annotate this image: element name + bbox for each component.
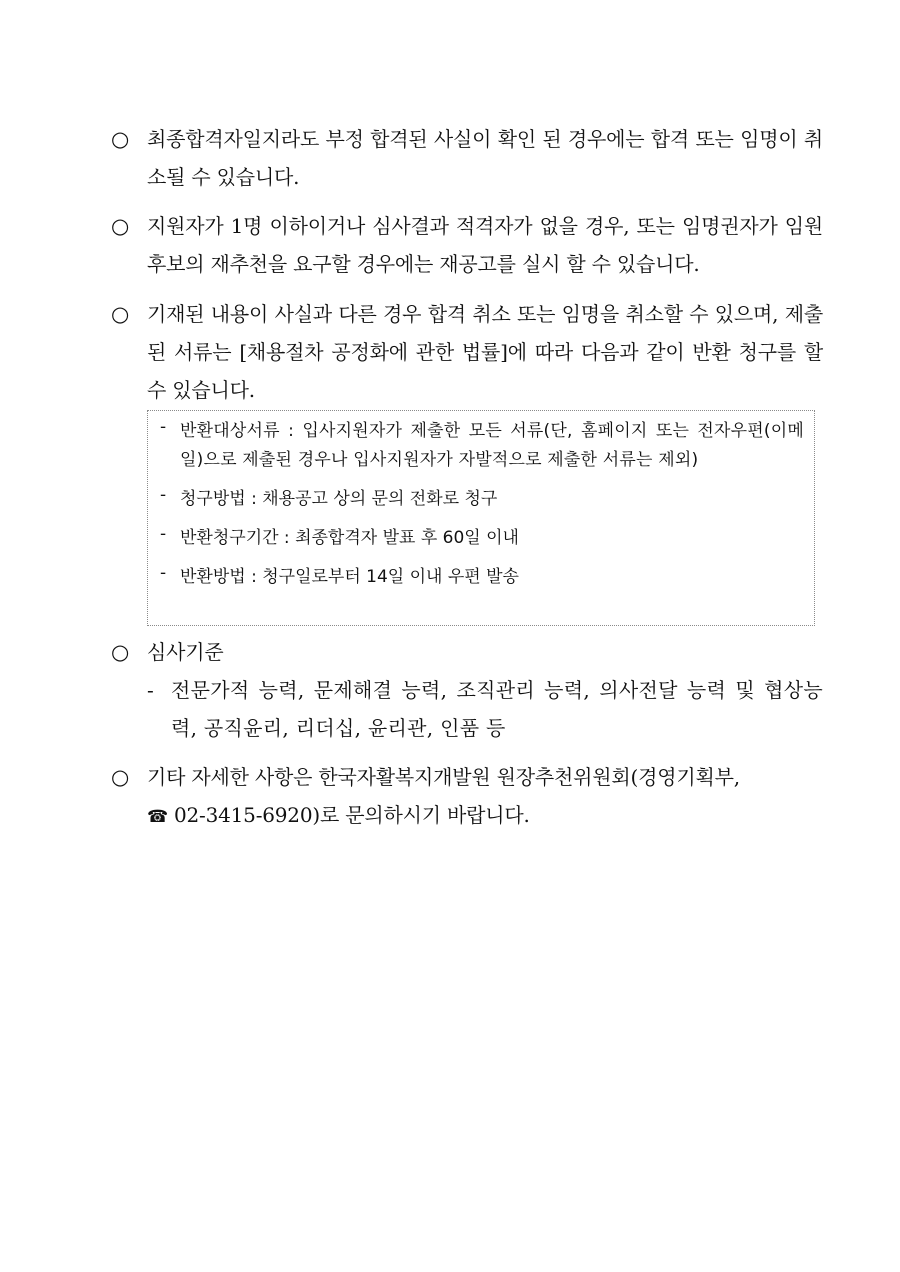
notice-text: 지원자가 1명 이하이거나 심사결과 적격자가 없을 경우, 또는 임명권자가 임원 후보의 재추천을 요구할 경우에는 재공고를 실시 할 수 있습니다. — [147, 214, 823, 276]
circle-bullet-icon: ○ — [111, 765, 130, 789]
box-line-text: 반환대상서류 : 입사지원자가 제출한 모든 서류(단, 홈페이지 또는 전자우편(이메일)으로 제출된 경우나 입사지원자가 자발적으로 제출한 서류는 제외) — [180, 421, 804, 470]
dash-bullet: - — [160, 485, 167, 505]
return-target-documents — [156, 417, 804, 475]
dash-bullet: - — [160, 563, 167, 583]
return-method — [156, 563, 804, 592]
telephone-icon: ☎ — [147, 807, 168, 827]
notice-item-document-return — [111, 295, 823, 409]
contact-paragraph — [147, 758, 823, 836]
box-line-text: 반환청구기간 : 최종합격자 발표 후 60일 이내 — [180, 528, 519, 548]
box-line-text: 반환방법 : 청구일로부터 14일 이내 우편 발송 — [180, 567, 519, 587]
dash-bullet: - — [160, 524, 167, 544]
notice-item-re-announcement — [111, 207, 823, 283]
circle-bullet-icon: ○ — [111, 640, 130, 664]
box-line-text: 청구방법 : 채용공고 상의 문의 전화로 청구 — [180, 489, 498, 509]
dash-bullet: - — [147, 678, 154, 702]
notice-text: 최종합격자일지라도 부정 합격된 사실이 확인 된 경우에는 합격 또는 임명이 취소될 수 있습니다. — [147, 127, 823, 189]
notice-item-evaluation-criteria — [111, 633, 823, 747]
circle-bullet-icon: ○ — [111, 127, 130, 151]
notice-text: 기재된 내용이 사실과 다른 경우 합격 취소 또는 임명을 취소할 수 있으며, 제출된 서류는 [채용절차 공정화에 관한 법률]에 따라 다음과 같이 반환 청구를 할 수 있습니다. — [147, 302, 823, 402]
contact-phone-text: 02-3415-6920)로 문의하시기 바랍니다. — [173, 803, 530, 827]
criteria-detail — [147, 671, 823, 747]
criteria-heading: 심사기준 — [147, 640, 224, 664]
circle-bullet-icon: ○ — [111, 302, 130, 326]
notice-item-contact — [111, 758, 823, 836]
return-request-period — [156, 524, 804, 553]
contact-intro-text: 기타 자세한 사항은 한국자활복지개발원 원장추천위원회(경영기획부, — [147, 765, 740, 789]
dash-bullet: - — [160, 417, 167, 437]
document-return-box — [147, 410, 815, 626]
notice-item-disqualification — [111, 120, 823, 196]
circle-bullet-icon: ○ — [111, 214, 130, 238]
criteria-text: 전문가적 능력, 문제해결 능력, 조직관리 능력, 의사전달 능력 및 협상능력, 공직윤리, 리더십, 윤리관, 인품 등 — [171, 678, 823, 740]
return-request-method — [156, 485, 804, 514]
